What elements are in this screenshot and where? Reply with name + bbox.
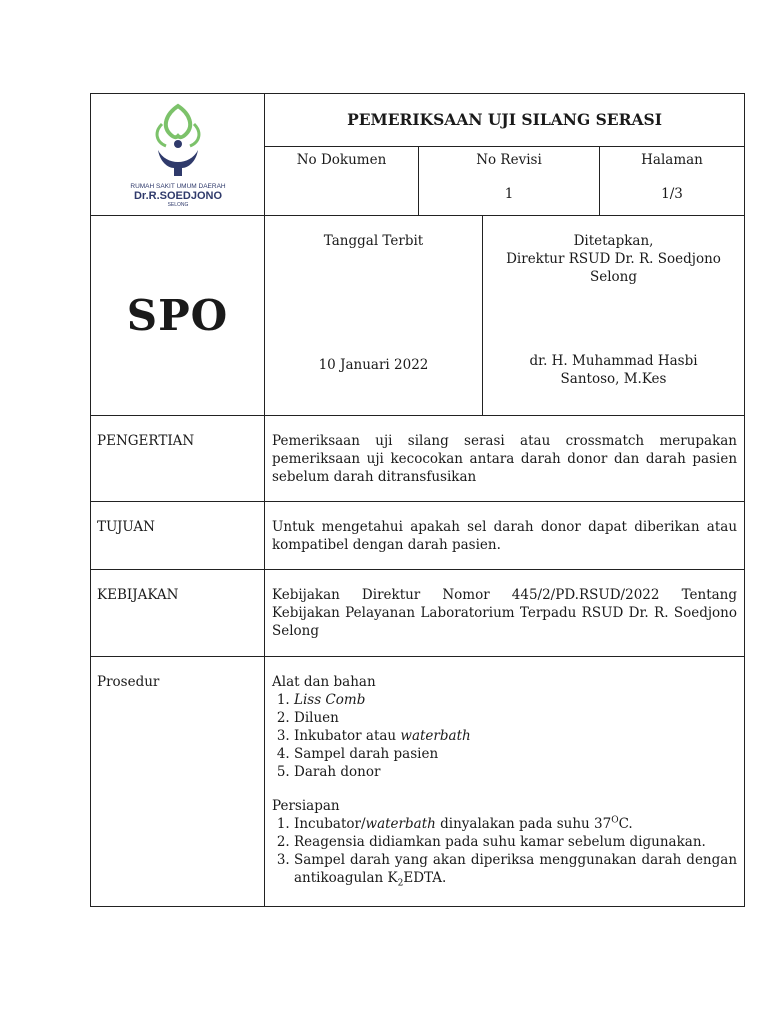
prosedur-label: Prosedur	[91, 657, 265, 907]
hospital-logo-icon	[118, 102, 238, 212]
no-revisi-cell	[419, 147, 600, 216]
logo-text-line2: Dr.R.SOEDJONO	[133, 190, 222, 202]
logo-cell	[91, 94, 265, 216]
halaman-cell	[600, 147, 745, 216]
tanggal-terbit-cell	[265, 216, 483, 416]
tujuan-label: TUJUAN	[91, 502, 265, 570]
logo-text-line3: SELONG	[167, 202, 188, 208]
list-item: 1. Incubator/waterbath dinyalakan pada suhu $37^OC$.	[294, 815, 737, 833]
signer-name: dr. H. Muhammad Hasbi	[529, 353, 698, 369]
signer-title: Santoso, M.Kes	[560, 371, 667, 387]
halaman-label: Halaman	[641, 152, 703, 168]
list-item: 2. Diluen	[294, 709, 737, 727]
ditetapkan-label: Ditetapkan,	[573, 233, 654, 249]
kebijakan-text: Kebijakan Direktur Nomor 445/2/PD.RSUD/2022 Tentang Kebijakan Pelayanan Laboratorium Terpadu RSUD Dr. R. Soedjono Selong	[265, 570, 745, 657]
no-revisi-value: 1	[504, 186, 514, 202]
direktur-label: Direktur RSUD Dr. R. Soedjono Selong	[506, 251, 721, 285]
no-dokumen-cell	[265, 147, 419, 216]
ditetapkan-cell	[483, 216, 745, 416]
list-item: 3. Sampel darah yang akan diperiksa menggunakan darah dengan antikoagulan $K_2EDTA$.	[294, 851, 737, 887]
spo-document	[90, 93, 744, 907]
halaman-value: 1/3	[661, 186, 683, 202]
persiapan-list	[272, 815, 737, 887]
prosedur-content	[265, 657, 745, 907]
spo-label: SPO	[91, 216, 265, 416]
list-item: 3. Inkubator atau waterbath	[294, 727, 737, 745]
kebijakan-label: KEBIJAKAN	[91, 570, 265, 657]
alat-list	[272, 691, 737, 781]
tujuan-text: Untuk mengetahui apakah sel darah donor dapat diberikan atau kompatibel dengan darah pasien.	[265, 502, 745, 570]
persiapan-heading: Persiapan	[272, 798, 340, 814]
pengertian-label: PENGERTIAN	[91, 416, 265, 502]
document-title: PEMERIKSAAN UJI SILANG SERASI	[265, 94, 745, 147]
list-item: 1. Liss Comb	[294, 691, 737, 709]
pengertian-text: Pemeriksaan uji silang serasi atau crossmatch merupakan pemeriksaan uji kecocokan antara darah donor dan darah pasien sebelum darah ditransfusikan	[265, 416, 745, 502]
no-revisi-label: No Revisi	[476, 152, 542, 168]
tanggal-terbit-value: 10 Januari 2022	[318, 357, 429, 373]
list-item: 4. Sampel darah pasien	[294, 745, 737, 763]
spo-table	[90, 93, 745, 907]
alat-heading: Alat dan bahan	[272, 674, 376, 690]
list-item: 5. Darah donor	[294, 763, 737, 781]
tanggal-terbit-label: Tanggal Terbit	[323, 233, 424, 249]
list-item: 2. Reagensia didiamkan pada suhu kamar sebelum digunakan.	[294, 833, 737, 851]
logo-text-line1: RUMAH SAKIT UMUM DAERAH	[129, 183, 226, 190]
no-dokumen-label: No Dokumen	[296, 152, 387, 168]
